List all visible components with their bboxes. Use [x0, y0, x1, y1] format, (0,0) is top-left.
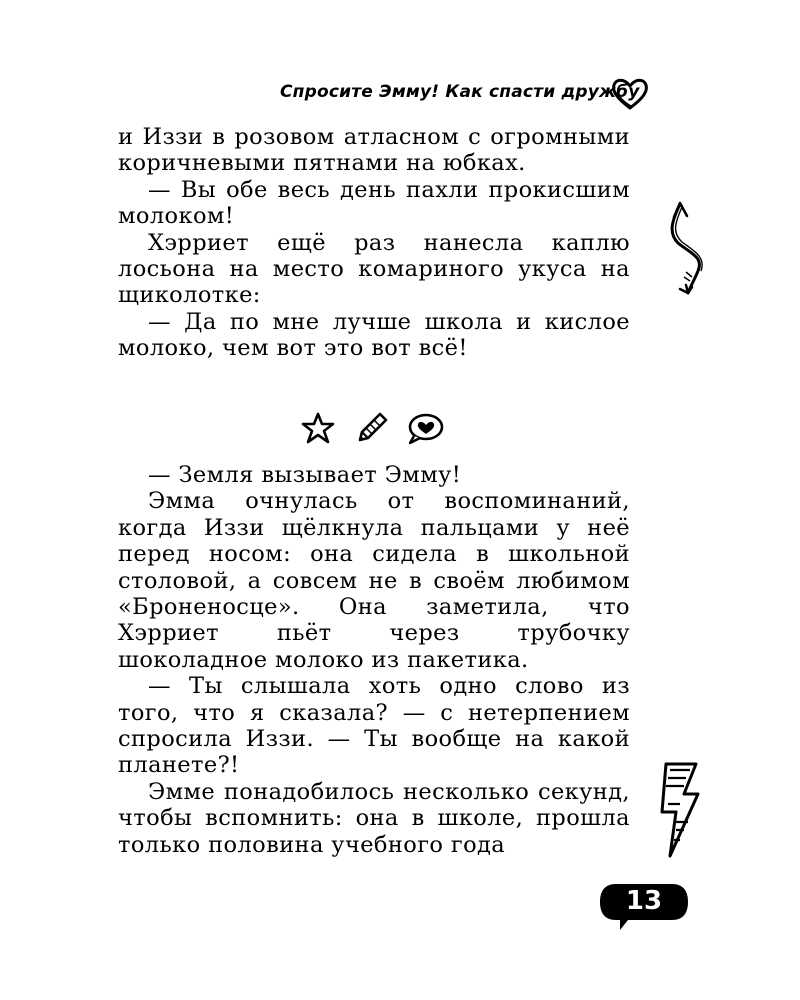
page-number: 13 — [625, 886, 663, 916]
pencil-icon — [352, 410, 392, 446]
star-icon — [298, 410, 338, 446]
page-number-badge — [598, 880, 690, 932]
paragraph: Хэрриет ещё раз нанесла каплю лосьона на место комариного укуса на щиколотке: — [118, 229, 630, 309]
lightning-bolt-icon — [656, 760, 704, 860]
paragraph: — Ты слышала хоть одно слово из того, что я сказала? — с нетерпением спросила Иззи. — Ты вообще на какой планете?! — [118, 673, 630, 779]
text-block-top — [118, 124, 630, 362]
paragraph: — Вы обе весь день пахли прокисшим молоком! — [118, 176, 630, 230]
paragraph: — Земля вызывает Эмму! — [148, 462, 462, 488]
squiggle-arrow-icon — [660, 195, 716, 303]
header-title: Спросите Эмму! Как спасти дружбу — [280, 82, 640, 102]
heart-outline-icon — [610, 76, 650, 112]
paragraph: Эмме понадобилось несколько секунд, чтобы вспомнить: она в школе, прошла только половина учебного года — [118, 778, 630, 858]
paragraph: и Иззи в розовом атласном с огромными коричневыми пятнами на юбках. — [118, 124, 630, 177]
paragraph: Эмма очнулась от воспоминаний, когда Иззи щёлкнула пальцами у неё перед носом: она сидела в школьной столовой, а совсем не в своём любимом «Броненосце». Она заметила, что Хэрриет пьёт через трубочку шоколадное молоко из пакетика. — [118, 488, 630, 673]
paragraph: — Да по мне лучше школа и кислое молоко, чем вот это вот всё! — [118, 308, 630, 362]
text-block-bottom — [118, 462, 630, 858]
running-header — [280, 76, 660, 116]
section-divider — [298, 410, 448, 446]
heart-speech-bubble-icon — [404, 410, 446, 446]
